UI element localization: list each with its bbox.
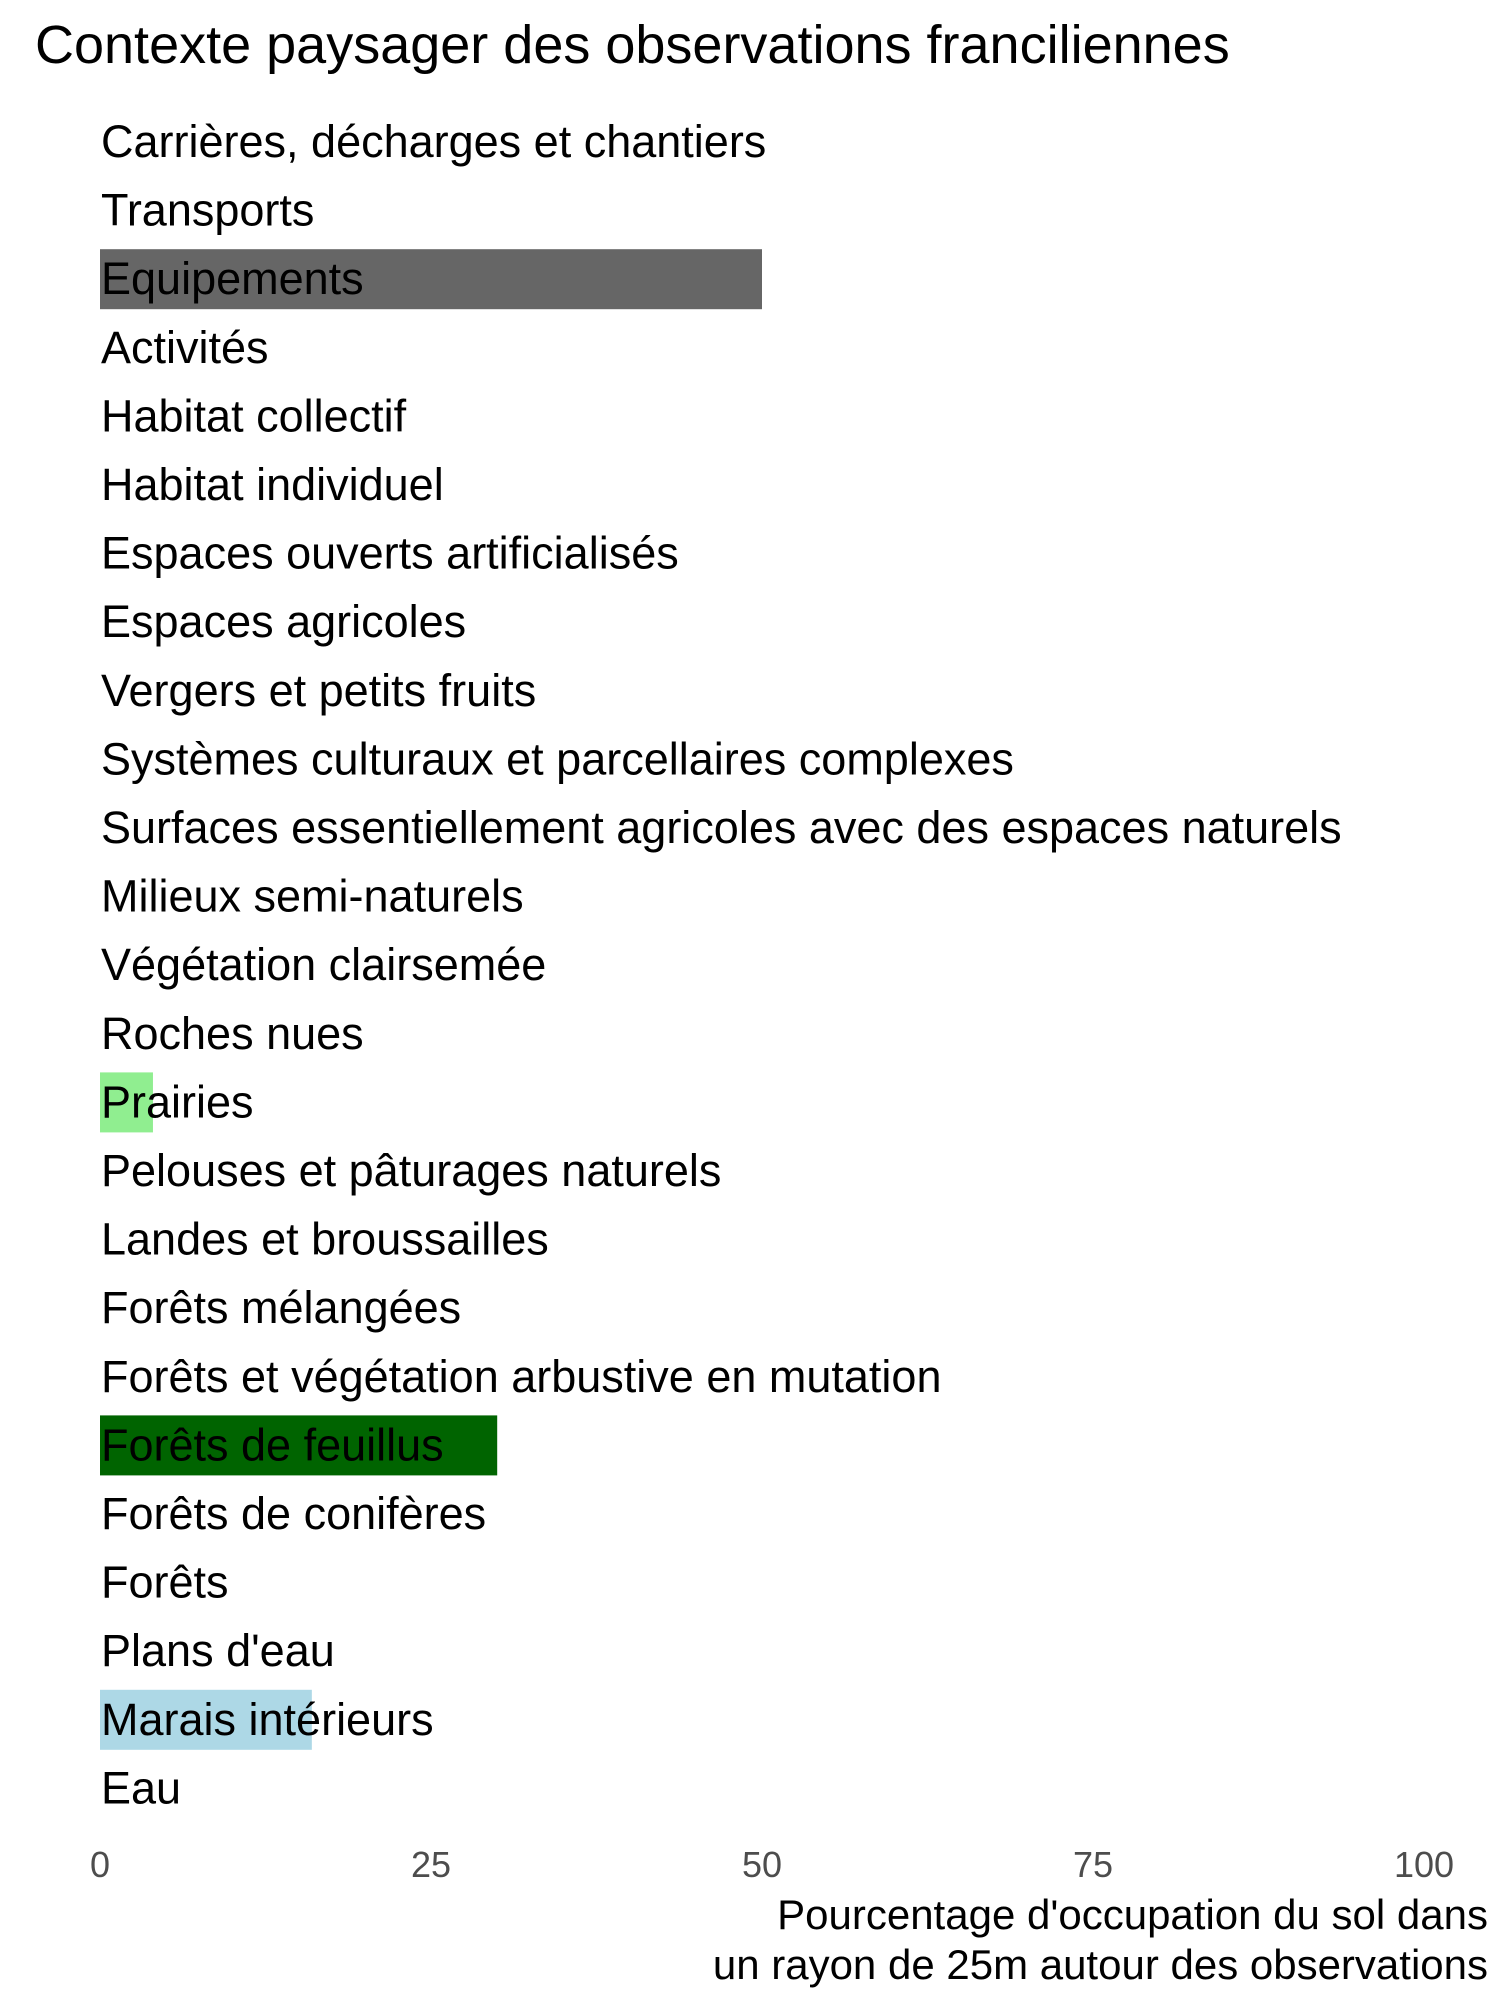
category-label-habitat-individuel: Habitat individuel	[101, 459, 444, 510]
category-label-vegetation-clairsemee: Végétation clairsemée	[101, 939, 547, 991]
category-label-eau: Eau	[101, 1762, 182, 1814]
category-label-plans-d-eau: Plans d'eau	[101, 1625, 335, 1677]
x-tick-label-25: 25	[410, 1844, 452, 1885]
category-label-forets-et-vegetation-arbustive-en-mutation: Forêts et végétation arbustive en mutation	[101, 1350, 942, 1402]
x-axis-label-line-2: un rayon de 25m autour des observations	[712, 1941, 1488, 1988]
category-label-pelouses-et-paturages-naturels: Pelouses et pâturages naturels	[101, 1145, 722, 1196]
category-label-prairies: Prairies	[101, 1076, 254, 1128]
category-label-habitat-collectif: Habitat collectif	[101, 390, 407, 442]
category-label-espaces-ouverts-artificialises: Espaces ouverts artificialisés	[101, 527, 679, 579]
category-label-milieux-semi-naturels: Milieux semi-naturels	[101, 870, 524, 922]
category-label-systemes-culturaux-et-parcellaires-complexes: Systèmes culturaux et parcellaires complexes	[101, 733, 1014, 785]
category-label-vergers-et-petits-fruits: Vergers et petits fruits	[101, 664, 537, 716]
category-label-equipements: Equipements	[101, 253, 364, 305]
category-label-surfaces-essentiellement-agricoles-avec-des-espaces-naturels: Surfaces essentiellement agricoles avec des espaces naturels	[101, 802, 1342, 853]
category-label-espaces-agricoles: Espaces agricoles	[101, 596, 467, 648]
category-label-forets-de-feuillus: Forêts de feuillus	[101, 1419, 444, 1471]
category-label-forets-melangees: Forêts mélangées	[101, 1282, 462, 1334]
x-tick-label-50: 50	[741, 1844, 783, 1885]
category-label-activites: Activités	[101, 321, 269, 373]
x-tick-label-100: 100	[1393, 1844, 1455, 1885]
category-label-transports: Transports	[101, 184, 315, 236]
category-label-roches-nues: Roches nues	[101, 1007, 364, 1059]
x-axis-label	[713, 1890, 1488, 1990]
category-label-forets: Forêts	[101, 1556, 229, 1608]
chart-title: Contexte paysager des observations franciliennes	[35, 15, 1230, 75]
x-tick-label-0: 0	[89, 1844, 111, 1885]
category-label-marais-interieurs: Marais intérieurs	[101, 1693, 434, 1745]
x-tick-label-75: 75	[1072, 1844, 1114, 1885]
category-label-carrieres-decharges-et-chantiers: Carrières, décharges et chantiers	[101, 116, 767, 167]
category-label-forets-de-coniferes: Forêts de conifères	[101, 1488, 487, 1539]
category-label-landes-et-broussailles: Landes et broussailles	[101, 1213, 549, 1265]
x-axis-label-line-1: Pourcentage d'occupation du sol dans	[777, 1891, 1488, 1938]
